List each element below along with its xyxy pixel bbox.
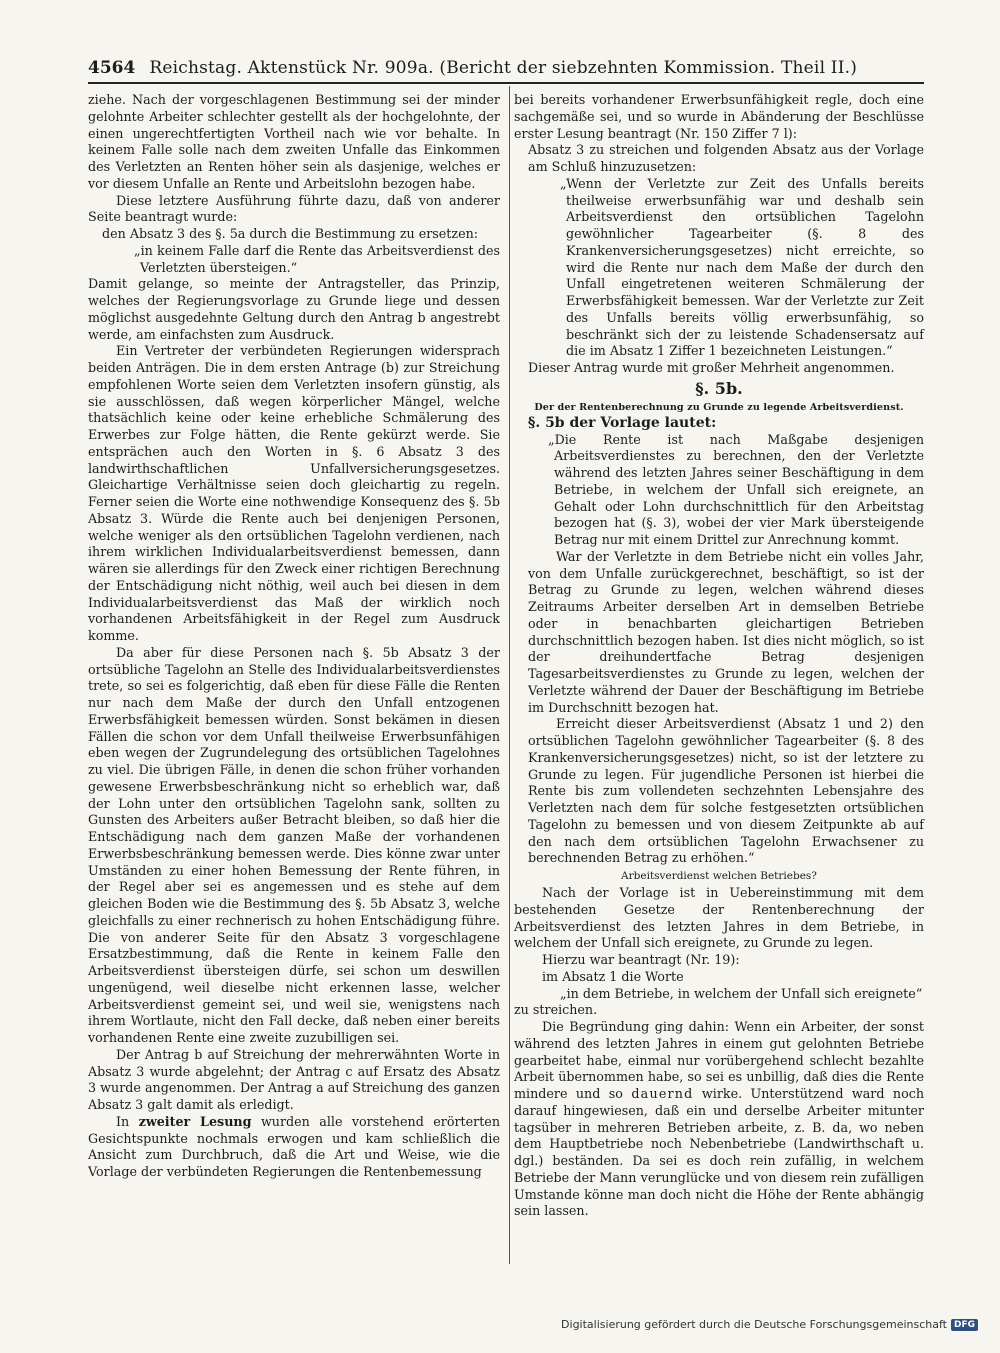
paragraph: Damit gelange, so meinte der Antragsteller, das Prinzip, welches der Regierungsvorlage zu Grunde liege und dessen möglichst ausgedehnte Geltung durch den Antrag b angestrebt werde, am einfachsten zum Ausdruck. (88, 276, 500, 342)
page-header (88, 58, 928, 78)
text-run: Die Begründung ging dahin: Wenn ein Arbeiter, der sonst während des letzten Jahres in einem gut gelohnten Betriebe gearbeitet habe, einmal nur vorübergehend schlecht bezahlte Arbeit übernommen habe, so sei es unbillig, daß dies die Rente mindere und so (514, 1019, 924, 1101)
motion-text: im Absatz 1 die Worte (542, 968, 684, 984)
paragraph (514, 1019, 924, 1220)
paragraph: Hierzu war beantragt (Nr. 19): (542, 952, 740, 967)
quoted-provision: Erreicht dieser Arbeitsverdienst (Absatz 1 und 2) den ortsüblichen Tagelohn gewöhnlicher Tagearbeiter (§. 8 des Krankenversicherungsgesetzes) nicht, so ist der letztere zu Grunde zu legen. Für jugendliche Personen ist hierbei die Rente bis zum vollendeten sechzehnten Lebensjahre des Verletzten nach dem für solche festgesetzten ortsüblichen Tagelohn zu bemessen und von diesem Zeitpunkte ab auf den nach dem ortsüblichen Tagelohn Erwachsener zu berechnenden Betrag zu erhöhen.“ (528, 716, 924, 866)
paragraph: Diese letztere Ausführung führte dazu, daß von anderer Seite beantragt wurde: (88, 192, 500, 225)
section-title: §. 5b. (695, 378, 743, 398)
quoted-provision: War der Verletzte in dem Betriebe nicht ein volles Jahr, von dem Unfalle zurückgerechnet, beschäftigt, so ist der Betrag zu Grunde zu legen, welchen während dieses Zeitraums Arbeiter derselben Art in demselben Betriebe oder in benachbarten gleichartigen Betrieben durchschnittlich bezogen haben. Ist dies nicht möglich, so ist der dreihundertfache Betrag desjenigen Tagesarbeitsverdienstes zu Grunde zu legen, welchen der Verletzte während der Dauer der Beschäftigung im Betriebe im Durchschnitt bezogen hat. (528, 548, 924, 715)
bold-term: zweiter Lesung (138, 1113, 252, 1129)
column-divider (509, 86, 510, 1264)
paragraph: Da aber für diese Personen nach §. 5b Absatz 3 der ortsübliche Tagelohn an Stelle des Individualarbeitsverdienstes trete, so sei es folgerichtig, daß eben für diese Fälle die Renten nur nach dem Maße der durch den Unfall entzogenen Erwerbsfähigkeit bemessen würden. Sonst bekämen in diesen Fällen die schon vor dem Unfall theilweise Erwerbsunfähigen eben wegen der Zugrundelegung des ortsüblichen Tagelohnes zu viel. Die übrigen Fälle, in denen die schon früher vorhanden gewesene Erwerbsbeschränkung nicht so erheblich war, daß der Lohn unter den ortsüblichen Tagelohn sank, sollten zu Gunsten des Arbeiters außer Betracht bleiben, so daß hier die Entschädigung nach dem ganzen Maße der vorhandenen Erwerbsbeschränkung bemessen werde. Dies könne zwar unter Umständen zu einer hohen Bemessung der Rente führen, in der Regel aber sei es angemessen und es stehe auf dem gleichen Boden wie die Bestimmung des §. 5b Absatz 3, welche gleichfalls zu einer rechnerisch zu hohen Entschädigung führe. Die von anderer Seite für den Absatz 3 vorgeschlagene Ersatzbestimmung, daß die Rente in keinem Falle den Arbeitsverdienst übersteigen dürfe, sei schon um deswillen ungenügend, weil dieselbe nicht erkennen lasse, welcher Arbeitsverdienst gemeint sei, und weil sie, wenigstens nach ihrem Wortlaute, nicht den Fall decke, daß neben einer bereits vorhandenen Rente eine zweite zuzubilligen sei. (88, 644, 500, 1045)
emphasis: dauernd (631, 1086, 694, 1101)
paragraph: Dieser Antrag wurde mit großer Mehrheit angenommen. (528, 360, 895, 375)
text-run: wirke. Unterstützend ward noch darauf hingewiesen, daß ein und derselbe Arbeiter mitunter tagsüber in mehreren Betrieben arbeite, z. B. da, wo neben dem Hauptbetriebe noch Nebenbetriebe (Landwirthschaft u. dgl.) beständen. Da sei es doch rein zufällig, in welchem Betriebe der Mann verunglücke und von diesem rein zufälligen Umstande könne man doch nicht die Höhe der Rente abhängig sein lassen. (514, 1086, 924, 1219)
running-head: Reichstag. Aktenstück Nr. 909a. (Bericht der siebzehnten Kommission. Theil II.) (149, 58, 858, 78)
left-column (88, 92, 500, 1181)
paragraph: Der Antrag b auf Streichung der mehrerwähnten Worte in Absatz 3 wurde abgelehnt; der Antrag c auf Ersatz des Absatz 3 wurde angenommen. Der Antrag a auf Streichung des ganzen Absatz 3 galt damit als erledigt. (88, 1046, 500, 1112)
motion-text: Absatz 3 zu streichen und folgenden Absatz aus der Vorlage am Schluß hinzuzusetzen: (528, 142, 924, 174)
digitization-footer (561, 1318, 978, 1331)
sub-heading: Arbeitsverdienst welchen Betriebes? (621, 870, 817, 882)
vorlage-heading: §. 5b der Vorlage lautet: (528, 414, 717, 431)
quoted-provision: „in dem Betriebe, in welchem der Unfall sich ereignete“ (560, 985, 923, 1001)
paragraph: Ein Vertreter der verbündeten Regierungen widersprach beiden Anträgen. Die in dem ersten Antrage (b) zur Streichung empfohlenen Worte seien dem Verletzten insofern günstig, als sie ausschlössen, daß wegen körperlicher Mängel, welche thatsächlich keine oder keine erhebliche Schmälerung des Erwerbes zur Folge hätten, die Rente gekürzt werde. Sie entsprächen auch den Worten in §. 6 Absatz 3 des landwirthschaftlichen Unfallversicherungsgesetzes. Gleichartige Verhältnisse seien doch gleichartig zu regeln. Ferner seien die Worte eine nothwendige Konsequenz des §. 5b Absatz 3. Würde die Rente auch bei denjenigen Personen, welche weniger als den ortsüblichen Tagelohn verdienen, nach ihrem wirklichen Individualarbeitsverdienst bemessen, dann wären sie allerdings für den Zweck einer richtigen Berechnung der Entschädigung nicht nöthig, weil auch bei diesen in dem Individualarbeitsverdienst das Maß der wirklich noch vorhandenen Arbeitsfähigkeit in der Regel zum Ausdruck komme. (88, 343, 500, 643)
paragraph (88, 1114, 500, 1181)
text-run: wurden alle vorstehend erörterten Gesichtspunkte nochmals erwogen und kam schließlich die Ansicht zum Durchbruch, daß die Art und Weise, wie die Vorlage der verbündeten Regierungen die Rentenbemessung (88, 1113, 500, 1179)
paragraph: bei bereits vorhandener Erwerbsunfähigkeit regle, doch eine sachgemäße sei, und so wurde in Abänderung der Beschlüsse erster Lesung beantragt (Nr. 150 Ziffer 7 l): (514, 92, 924, 141)
motion-text: zu streichen. (514, 1002, 598, 1018)
motion-text: den Absatz 3 des §. 5a durch die Bestimmung zu ersetzen: (102, 226, 479, 241)
footer-text: Digitalisierung gefördert durch die Deutsche Forschungsgemeinschaft (561, 1318, 947, 1331)
section-subtitle: Der der Rentenberechnung zu Grunde zu legende Arbeitsverdienst. (534, 401, 904, 413)
paragraph: ziehe. Nach der vorgeschlagenen Bestimmung sei der minder gelohnte Arbeiter schlechter gestellt als der hochgelohnte, der einen ungerechtfertigten Vortheil nach wie vor behalte. In keinem Falle solle nach dem zweiten Unfalle das Einkommen des Verletzten an Renten höher sein als dasjenige, welches er vor diesem Unfalle an Rente und Arbeitslohn bezogen habe. (88, 92, 500, 191)
quoted-provision: „in keinem Falle darf die Rente das Arbeitsverdienst des Verletzten übersteigen.“ (134, 242, 500, 275)
quoted-provision: „Die Rente ist nach Maßgabe desjenigen Arbeitsverdienstes zu berechnen, den der Verletzte während des letzten Jahres seiner Beschäftigung in dem Betriebe, in welchem der Unfall sich ereignete, an Gehalt oder Lohn durchschnittlich für den Arbeitstag bezogen hat (§. 3), wobei der vier Mark übersteigende Betrag nur mit einem Drittel zur Anrechnung kommt. (548, 431, 924, 547)
paragraph: Nach der Vorlage ist in Uebereinstimmung mit dem bestehenden Gesetze der Rentenberechnung der Arbeitsverdienst des letzten Jahres in dem Betriebe, in welchem der Unfall sich ereignete, zu Grunde zu legen. (514, 885, 924, 951)
header-rule (88, 82, 924, 84)
right-column (514, 92, 924, 1220)
text-run: In (116, 1113, 139, 1129)
quoted-provision: „Wenn der Verletzte zur Zeit des Unfalls bereits theilweise erwerbsunfähig war und deshalb sein Arbeitsverdienst den ortsüblichen Tagelohn gewöhnlicher Tagearbeiter (§. 8 des Krankenversicherungsgesetzes) nicht erreichte, so wird die Rente nur nach dem Maße der durch den Unfall eingetretenen weiteren Schmälerung der Erwerbsfähigkeit bemessen. War der Verletzte zur Zeit des Unfalls bereits völlig erwerbsunfähig, so beschränkt sich der zu leistende Schadensersatz auf die im Absatz 1 Ziffer 1 bezeichneten Leistungen.“ (560, 175, 924, 359)
page-number: 4564 (88, 58, 136, 78)
dfg-logo-icon: DFG (951, 1319, 978, 1331)
